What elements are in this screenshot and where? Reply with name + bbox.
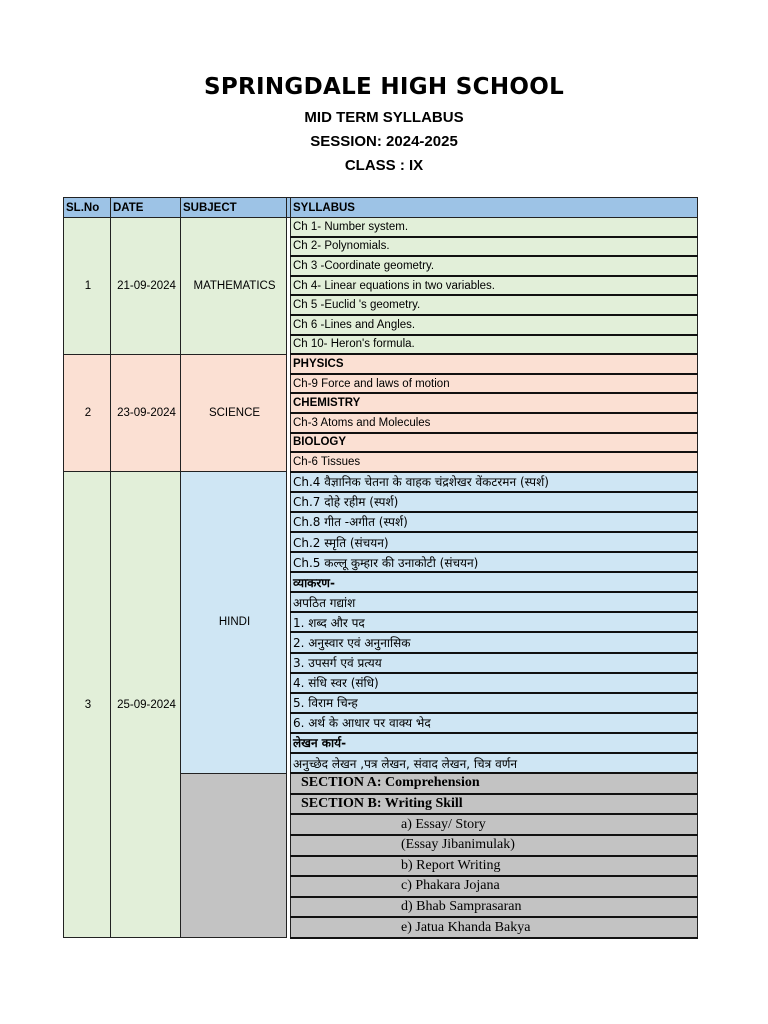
syllabus-item: e) Jatua Khanda Bakya — [291, 917, 698, 938]
syllabus-item: अपठित गद्यांश — [291, 592, 698, 612]
syllabus-item: 2. अनुस्वार एवं अनुनासिक — [291, 632, 698, 652]
syllabus-item: c) Phakara Jojana — [291, 876, 698, 897]
subject-name-odia — [181, 773, 287, 938]
syllabus-item: (Essay Jibanimulak) — [291, 835, 698, 856]
table-row — [64, 472, 698, 492]
exam-date: 21-09-2024 — [111, 218, 181, 355]
syllabus-item: d) Bhab Samprasaran — [291, 897, 698, 918]
syllabus-item: Ch 6 -Lines and Angles. — [291, 315, 698, 335]
syllabus-item: Ch 2- Polynomials. — [291, 237, 698, 257]
syllabus-item: Ch.4 वैज्ञानिक चेतना के वाहक चंद्रशेखर वेंकटरमन (स्पर्श) — [291, 472, 698, 492]
syllabus-item: Ch.5 कल्लू कुम्हार की उनाकोटी (संचयन) — [291, 552, 698, 572]
syllabus-item: Ch 3 -Coordinate geometry. — [291, 256, 698, 276]
table-header-row — [64, 198, 698, 218]
section-heading: SECTION B: Writing Skill — [291, 794, 698, 815]
table-row — [64, 354, 698, 374]
syllabus-item: 3. उपसर्ग एवं प्रत्यय — [291, 653, 698, 673]
section-heading: व्याकरण- — [291, 572, 698, 592]
section-heading: SECTION A: Comprehension — [291, 773, 698, 794]
syllabus-item: a) Essay/ Story — [291, 814, 698, 835]
syllabus-item: Ch.8 गीत -अगीत (स्पर्श) — [291, 512, 698, 532]
subject-name: MATHEMATICS — [181, 218, 287, 355]
syllabus-table — [63, 197, 698, 939]
syllabus-item: b) Report Writing — [291, 856, 698, 877]
exam-date: 25-09-2024 — [111, 472, 181, 938]
syllabus-item: Ch-3 Atoms and Molecules — [291, 413, 698, 433]
syllabus-item: Ch 1- Number system. — [291, 218, 698, 237]
syllabus-item: 5. विराम चिन्ह — [291, 693, 698, 713]
section-heading: BIOLOGY — [291, 433, 698, 453]
exam-title: MID TERM SYLLABUS — [304, 109, 464, 126]
syllabus-item: अनुच्छेद लेखन ,पत्र लेखन, संवाद लेखन, चित्र वर्णन — [291, 753, 698, 773]
syllabus-item: 4. संधि स्वर (संधि) — [291, 673, 698, 693]
section-heading: CHEMISTRY — [291, 393, 698, 413]
header-slno: SL.No — [64, 198, 111, 218]
school-name: SPRINGDALE HIGH SCHOOL — [203, 74, 565, 100]
subject-name: HINDI — [181, 472, 287, 773]
section-heading: PHYSICS — [291, 354, 698, 374]
header-subject: SUBJECT — [181, 198, 287, 218]
sl-no: 2 — [64, 354, 111, 472]
syllabus-item: Ch-6 Tissues — [291, 452, 698, 472]
sl-no: 3 — [64, 472, 111, 938]
syllabus-item: Ch.7 दोहे रहीम (स्पर्श) — [291, 492, 698, 512]
table-row — [64, 218, 698, 237]
syllabus-item: Ch-9 Force and laws of motion — [291, 374, 698, 394]
header-date: DATE — [111, 198, 181, 218]
class-label: CLASS : IX — [344, 157, 424, 174]
syllabus-item: Ch 5 -Euclid 's geometry. — [291, 295, 698, 315]
exam-date: 23-09-2024 — [111, 354, 181, 472]
section-heading: लेखन कार्य- — [291, 733, 698, 753]
syllabus-item: Ch 4- Linear equations in two variables. — [291, 276, 698, 296]
syllabus-item: Ch.2 स्मृति (संचयन) — [291, 532, 698, 552]
session-label: SESSION: 2024-2025 — [310, 133, 458, 150]
subject-name: SCIENCE — [181, 354, 287, 472]
sl-no: 1 — [64, 218, 111, 355]
syllabus-item: 6. अर्थ के आधार पर वाक्य भेद — [291, 713, 698, 733]
header-syllabus: SYLLABUS — [291, 198, 698, 218]
syllabus-item: Ch 10- Heron's formula. — [291, 335, 698, 355]
syllabus-item: 1. शब्द और पद — [291, 612, 698, 632]
